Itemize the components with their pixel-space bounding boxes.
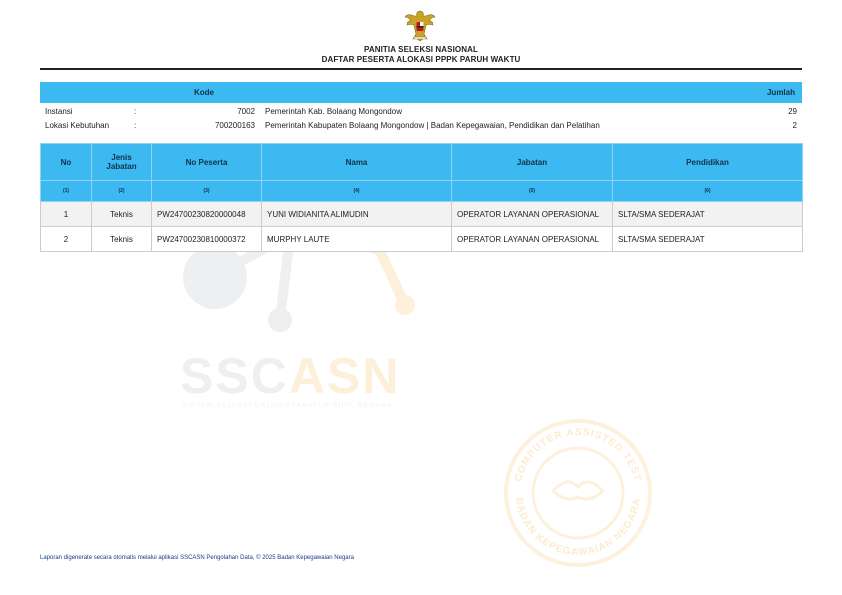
instansi-label: Instansi <box>45 107 73 116</box>
report-title-line1: PANITIA SELEKSI NASIONAL <box>364 45 478 54</box>
cell-nama: YUNI WIDIANITA ALIMUDIN <box>262 202 452 227</box>
instansi-row <box>40 107 802 119</box>
instansi-jumlah: 29 <box>788 107 797 116</box>
col-header-jabatan: Jabatan <box>452 144 613 181</box>
lokasi-jumlah: 2 <box>792 121 797 130</box>
watermark-brand-a: SSC <box>180 348 289 404</box>
cell-no-peserta: PW24700230820000048 <box>152 202 262 227</box>
lokasi-row <box>40 121 802 133</box>
instansi-name: Pemerintah Kab. Bolaang Mongondow <box>265 107 402 116</box>
jumlah-label: Jumlah <box>766 88 795 97</box>
table-row <box>41 202 803 227</box>
garuda-emblem-icon <box>404 8 436 42</box>
col-index: (2) <box>92 181 152 202</box>
seal-bottom-text: BADAN KEPEGAWAIAN NEGARA <box>513 496 643 559</box>
col-index: (5) <box>452 181 613 202</box>
seal-top-text: COMPUTER ASSISTED TEST <box>513 426 643 483</box>
col-header-nama: Nama <box>262 144 452 181</box>
svg-text:BADAN KEPEGAWAIAN NEGARA <box>513 497 643 558</box>
col-index: (6) <box>613 181 803 202</box>
kode-label: Kode <box>194 88 214 97</box>
col-index: (3) <box>152 181 262 202</box>
cell-no: 1 <box>41 202 92 227</box>
cell-pendidikan: SLTA/SMA SEDERAJAT <box>613 227 803 252</box>
cat-seal-watermark <box>498 413 658 573</box>
svg-text:COMPUTER ASSISTED TEST <box>513 427 643 483</box>
cell-no: 2 <box>41 227 92 252</box>
cell-no-peserta: PW24700230810000372 <box>152 227 262 252</box>
header-rule <box>40 68 802 70</box>
instansi-sep: : <box>134 107 137 116</box>
cell-pendidikan: SLTA/SMA SEDERAJAT <box>613 202 803 227</box>
report-title-line2: DAFTAR PESERTA ALOKASI PPPK PARUH WAKTU <box>321 55 521 64</box>
cell-jenis: Teknis <box>92 227 152 252</box>
svg-text:SSCASN <box>180 348 400 404</box>
col-header-pendidikan: Pendidikan <box>613 144 803 181</box>
footer-note: Laporan digenerate secara otomatis melalui aplikasi SSCASN Pengolahan Data, © 2025 Badan Kepegawaian Negara <box>40 555 354 561</box>
col-header-no: No <box>41 144 92 181</box>
participant-table <box>40 143 803 252</box>
lokasi-code: 700200163 <box>214 121 255 130</box>
col-header-jabatan-sub: Jabatan <box>106 162 137 171</box>
instansi-code: 7002 <box>237 107 255 116</box>
watermark-tagline: SISTEM SELEKSI CALON APARATUR SIPIL NEGARA <box>182 402 393 409</box>
cell-jabatan: OPERATOR LAYANAN OPERASIONAL <box>452 227 613 252</box>
kode-header-bar <box>40 82 802 103</box>
watermark-brand-b: ASN <box>288 348 401 404</box>
table-row <box>41 227 803 252</box>
lokasi-name: Pemerintah Kabupaten Bolaang Mongondow | Badan Kepegawaian, Pendidikan dan Pelatihan <box>265 121 600 130</box>
cell-jenis: Teknis <box>92 202 152 227</box>
col-index: (4) <box>262 181 452 202</box>
cell-nama: MURPHY LAUTE <box>262 227 452 252</box>
col-index: (1) <box>41 181 92 202</box>
col-header-jenis: Jenis <box>111 153 132 162</box>
lokasi-label: Lokasi Kebutuhan <box>45 121 110 130</box>
cell-jabatan: OPERATOR LAYANAN OPERASIONAL <box>452 202 613 227</box>
col-header-no-peserta: No Peserta <box>152 144 262 181</box>
col-header-jenis-jabatan <box>92 144 152 181</box>
lokasi-sep: : <box>134 121 137 130</box>
